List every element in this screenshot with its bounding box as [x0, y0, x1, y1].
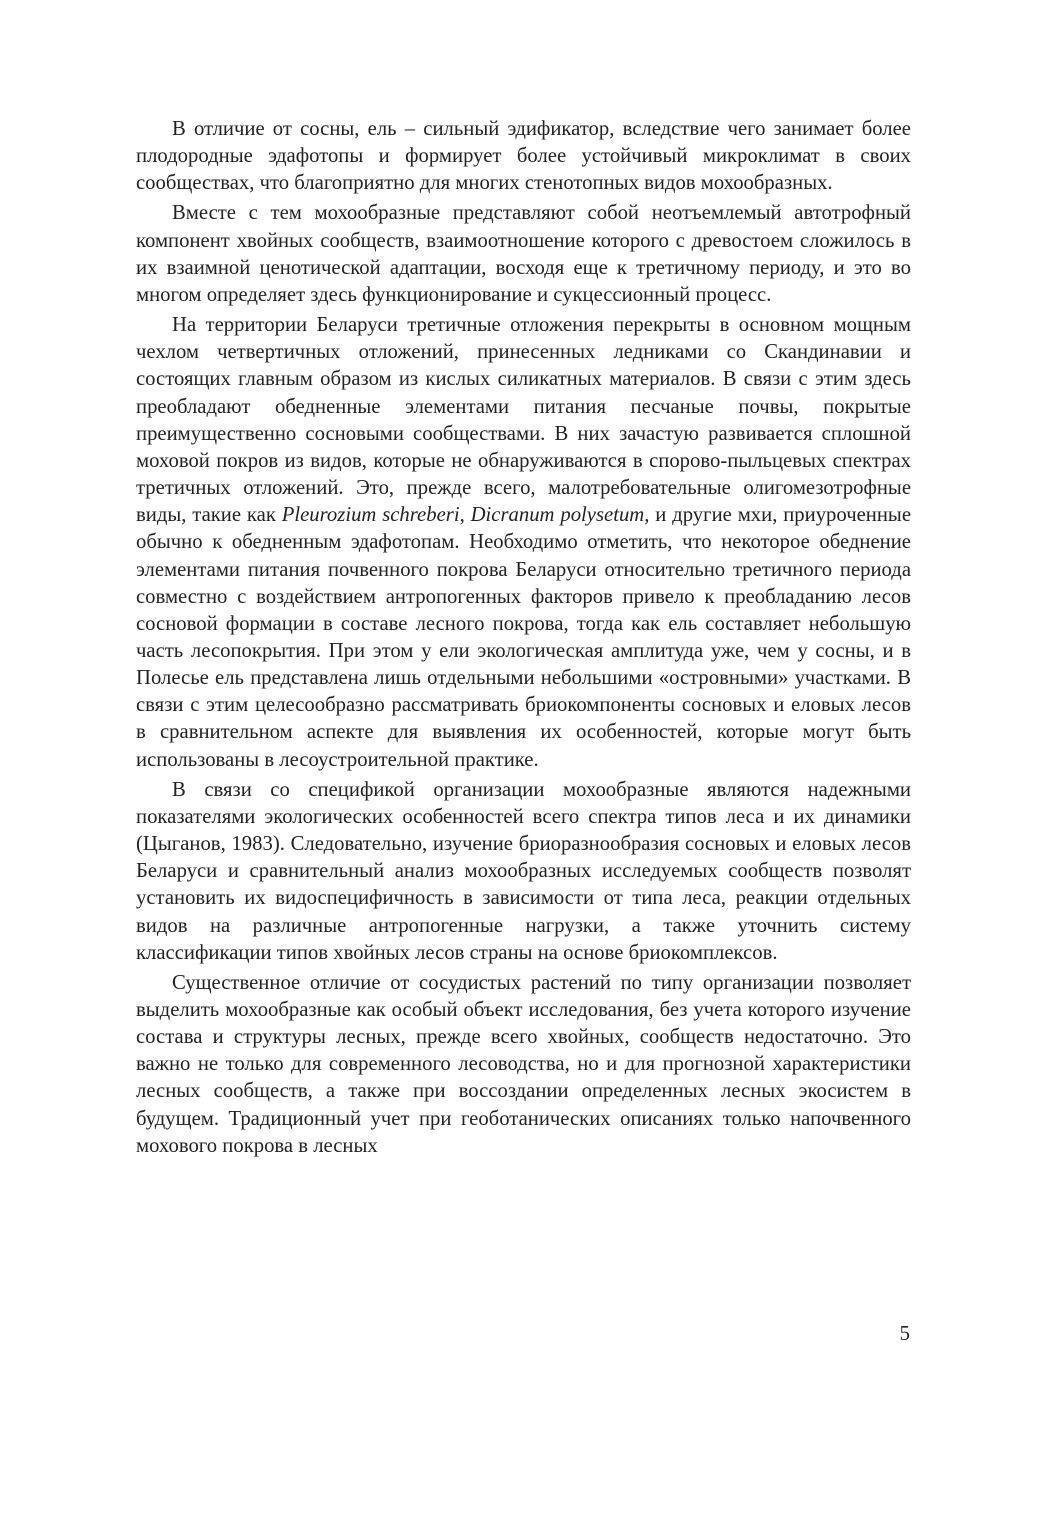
page-number: 5	[899, 1323, 910, 1345]
paragraph-5	[136, 970, 911, 1160]
paragraph-text: , и другие мхи, приуроченные обычно к обедненным эдафотопам. Необходимо отметить, что некоторое обеднение элементами питания почвенного покрова Беларуси относительно третичного периода совместно с воздействием антропогенных факторов привело к преобладанию лесов сосновой формации в составе лесного покрова, тогда как ель составляет небольшую часть лесопокрытия. При этом у ели экологическая амплитуда уже, чем у сосны, и в Полесье ель представлена лишь отдельными небольшими «островными» участками. В связи с этим целесообразно рассматривать бриокомпоненты сосновых и еловых лесов в сравнительном аспекте для выявления их особенностей, которые могут быть использованы в лесоустроительной практике.	[136, 504, 912, 771]
paragraph-1	[136, 116, 911, 197]
paragraph-3	[136, 312, 911, 774]
paragraph-text: На территории Беларуси третичные отложения перекрыты в основном мощным чехлом четвертичных отложений, принесенных ледниками со Скандинавии и состоящих главным образом из кислых силикатных материалов. В связи с этим здесь преобладают обедненные элементами питания песчаные почвы, покрытые преимущественно сосновыми сообществами. В них зачастую развивается сплошной моховой покров из видов, которые не обнаруживаются в спорово-пыльцевых спектрах третичных отложений. Это, прежде всего, малотребовательные олигомезотрофные виды, такие как	[136, 314, 911, 527]
paragraph-text: В связи со спецификой организации мохообразные являются надежными показателями экологических особенностей всего спектра типов леса и их динамики (Цыганов, 1983). Следовательно, изучение бриоразнообразия сосновых и еловых лесов Беларуси и сравнительный анализ мохообразных исследуемых сообществ позволят установить их видоспецифичность в зависимости от типа леса, реакции отдельных видов на различные антропогенные нагрузки, а также уточнить систему классификации типов хвойных лесов страны на основе бриокомплексов.	[136, 778, 911, 964]
species-name: Dicranum polysetum	[470, 504, 645, 527]
paragraph-text: Существенное отличие от сосудистых растений по типу организации позволяет выделить мохообразные как особый объект исследования, без учета которого изучение состава и структуры лесных, прежде всего хвойных, сообществ недостаточно. Это важно не только для современного лесоводства, но и для прогнозной характеристики лесных сообществ, а также при воссоздании определенных лесных экосистем в будущем. Традиционный учет при геоботанических описаниях только напочвенного мохового покрова в лесных	[136, 971, 911, 1157]
paragraph-4	[136, 777, 911, 967]
paragraph-text: В отличие от сосны, ель – сильный эдификатор, вследствие чего занимает более плодородные эдафотопы и формирует более устойчивый микроклимат в своих сообществах, что благоприятно для многих стенотопных видов мохообразных.	[136, 118, 911, 195]
species-name: Pleurozium schreberi	[281, 504, 460, 527]
paragraph-2	[136, 200, 911, 309]
paragraph-text: ,	[459, 504, 471, 527]
page-body	[136, 116, 911, 1160]
paragraph-text: Вместе с тем мохообразные представляют собой неотъемлемый автотрофный компонент хвойных сообществ, взаимоотношение которого с древостоем сложилось в их взаимной ценотической адаптации, восходя еще к третичному периоду, и это во многом определяет здесь функционирование и сукцессионный процесс.	[136, 202, 911, 306]
